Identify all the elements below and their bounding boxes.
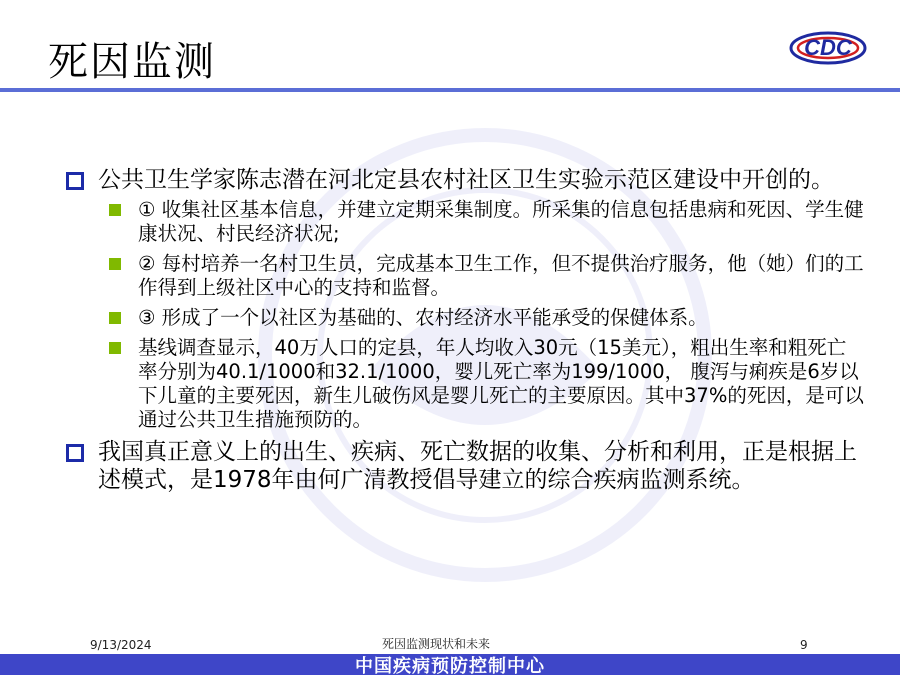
logo-text: CDC [804,35,852,60]
green-square-bullet-icon [109,258,121,270]
page-number: 9 [800,638,808,652]
sub-bullet-item [108,198,864,246]
hollow-square-bullet-icon [66,172,84,190]
sub-bullet-item [108,306,864,330]
bullet-text: 我国真正意义上的出生、疾病、死亡数据的收集、分析和利用，正是根据上述模式，是1978年由何广清教授倡导建立的综合疾病监测系统。 [98,439,857,493]
sub-bullet-text: 基线调查显示，40万人口的定县，年人均收入30元（15美元），粗出生率和粗死亡率分别为40.1/1000和32.1/1000，婴儿死亡率为199/1000， 腹泻与痢疾是6岁以下儿童的主要死因，新生儿破伤风是婴儿死亡的主要原因。其中37%的死因，是可以通过公共卫生措施预防的。 [138,336,864,431]
slide-title: 死因监测 [48,39,216,85]
sub-bullet-list [64,198,864,432]
sub-bullet-text: ① 收集社区基本信息，并建立定期采集制度。所采集的信息包括患病和死因、学生健康状况、村民经济状况; [138,198,864,245]
bullet-item [64,166,864,194]
footer-date: 9/13/2024 [90,638,152,652]
green-square-bullet-icon [109,342,121,354]
sub-bullet-item [108,252,864,300]
hollow-square-bullet-icon [66,444,84,462]
cdc-logo-icon [788,22,868,70]
sub-bullet-item [108,336,864,432]
bullet-text: 公共卫生学家陈志潜在河北定县农村社区卫生实验示范区建设中开创的。 [98,167,834,193]
green-square-bullet-icon [109,312,121,324]
title-divider [0,88,900,92]
bullet-item [64,438,864,494]
green-square-bullet-icon [109,204,121,216]
sub-bullet-text: ③ 形成了一个以社区为基础的、农村经济水平能承受的保健体系。 [138,306,708,329]
footer-center-text: 死因监测现状和未来 [382,637,491,651]
slide-body [64,166,864,498]
footer-organization: 中国疾病预防控制中心 [355,656,545,677]
sub-bullet-text: ② 每村培养一名村卫生员，完成基本卫生工作，但不提供治疗服务，他（她）们的工作得到上级社区中心的支持和监督。 [138,252,864,299]
